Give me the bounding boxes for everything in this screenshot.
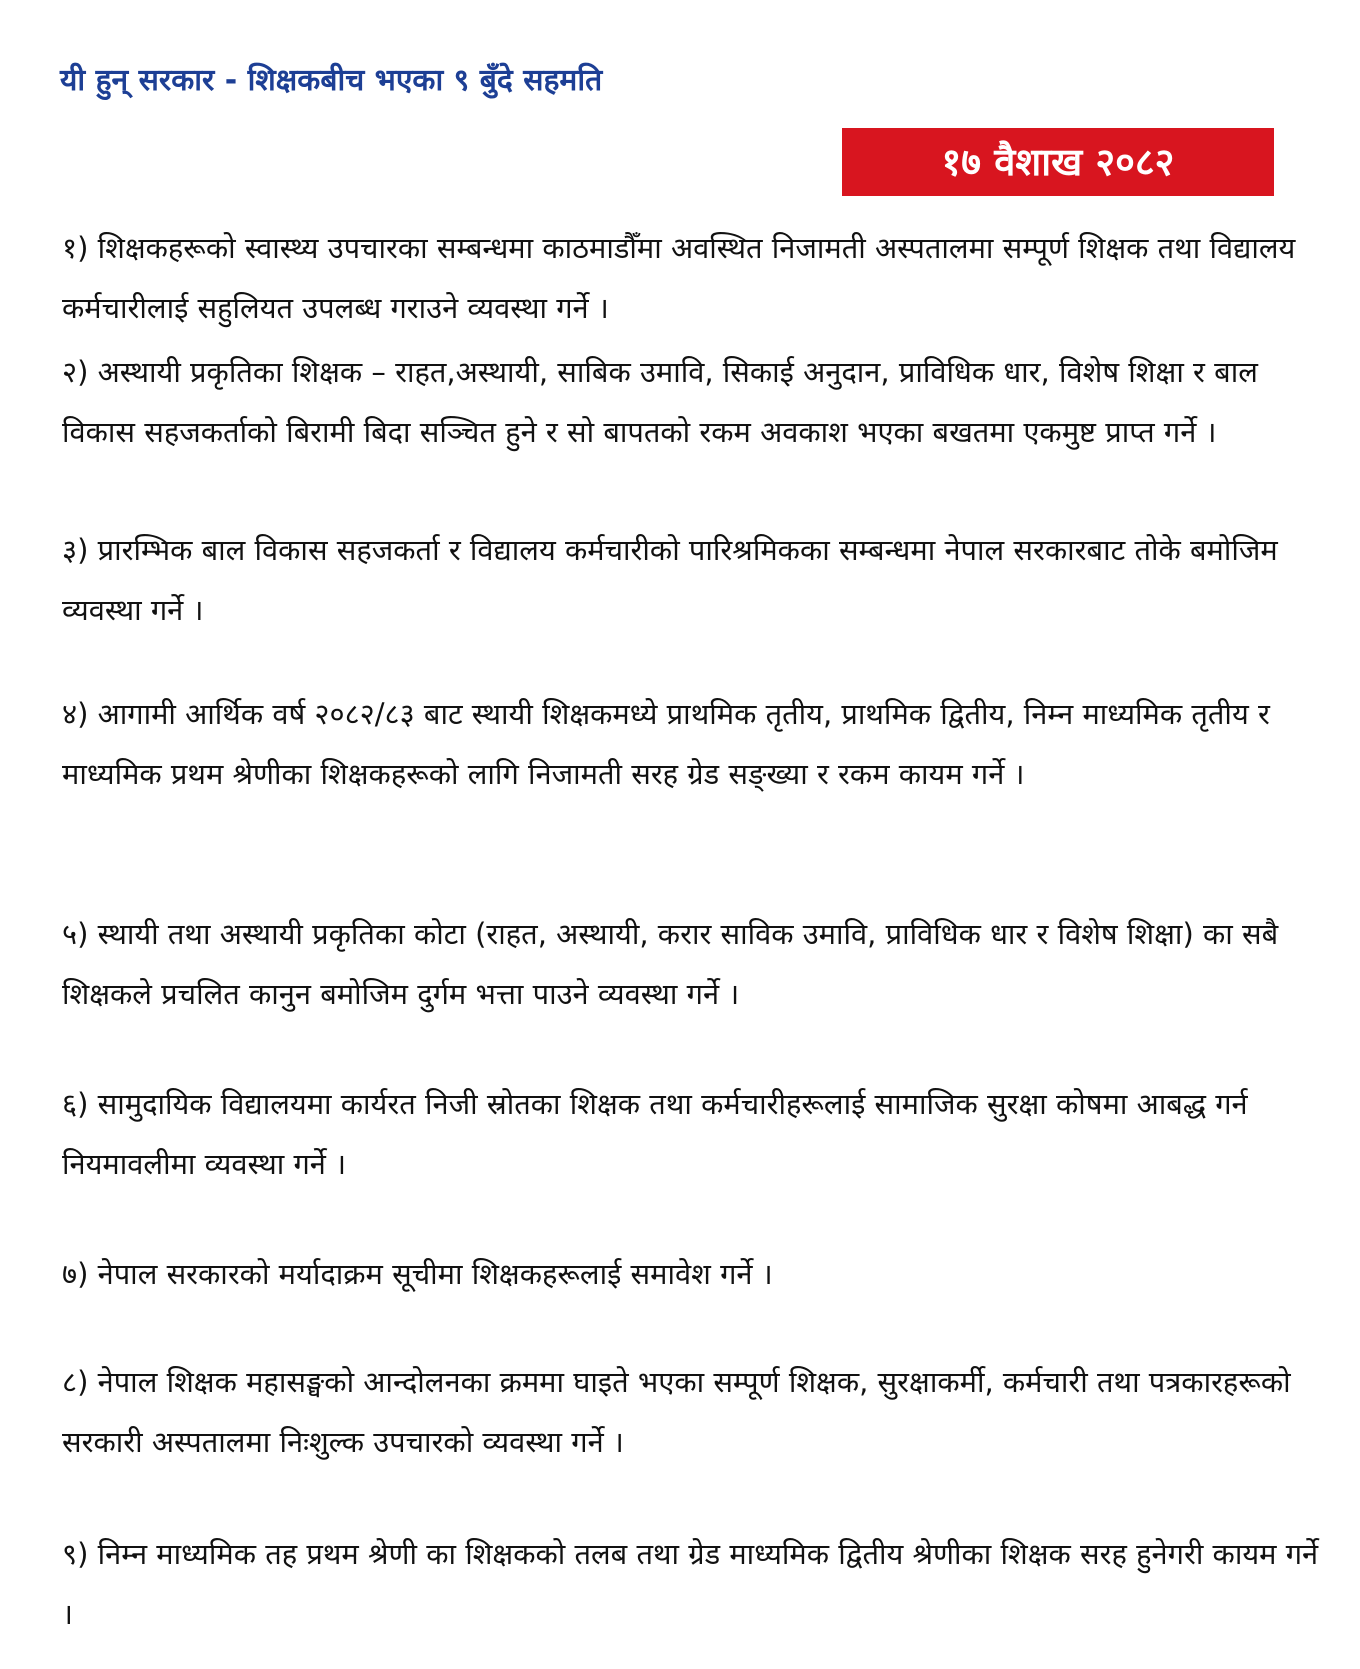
agreement-point-2: २) अस्थायी प्रकृतिका शिक्षक – राहत,अस्थायी, साबिक उमावि, सिकाई अनुदान, प्राविधिक धार, विशेष शिक्षा र बाल विकास सहजकर्ताको बिरामी बिदा सञ्चित हुने र सो बापतको रकम अवकाश भएका बखतमा एकमुष्ट प्राप्त गर्ने । [62, 355, 1258, 449]
page-title: यी हुन् सरकार - शिक्षकबीच भएका ९ बुँदे सहमति [60, 63, 603, 98]
agreement-point-6: ६) सामुदायिक विद्यालयमा कार्यरत निजी स्रोतका शिक्षक तथा कर्मचारीहरूलाई सामाजिक सुरक्षा कोषमा आबद्ध गर्न नियमावलीमा व्यवस्था गर्ने । [62, 1087, 1248, 1181]
agreement-point-1: १) शिक्षकहरूको स्वास्थ्य उपचारका सम्बन्धमा काठमाडौँमा अवस्थित निजामती अस्पतालमा सम्पूर्ण शिक्षक तथा विद्यालय कर्मचारीलाई सहुलियत उपलब्ध गराउने व्यवस्था गर्ने । [62, 231, 1296, 325]
agreement-point-7: ७) नेपाल सरकारको मर्यादाक्रम सूचीमा शिक्षकहरूलाई समावेश गर्ने । [62, 1257, 773, 1291]
agreement-point-9: ९) निम्न माध्यमिक तह प्रथम श्रेणी का शिक्षकको तलब तथा ग्रेड माध्यमिक द्वितीय श्रेणीका शिक्षक सरह हुनेगरी कायम गर्ने । [62, 1537, 1319, 1631]
agreement-point-5: ५) स्थायी तथा अस्थायी प्रकृतिका कोटा (राहत, अस्थायी, करार साविक उमावि, प्राविधिक धार र विशेष शिक्षा) का सबै शिक्षकले प्रचलित कानुन बमोजिम दुर्गम भत्ता पाउने व्यवस्था गर्ने । [62, 917, 1279, 1011]
agreement-point-8: ८) नेपाल शिक्षक महासङ्घको आन्दोलनका क्रममा घाइते भएका सम्पूर्ण शिक्षक, सुरक्षाकर्मी, कर्मचारी तथा पत्रकारहरूको सरकारी अस्पतालमा निःशुल्क उपचारको व्यवस्था गर्ने । [62, 1365, 1291, 1459]
agreement-point-4: ४) आगामी आर्थिक वर्ष २०८२/८३ बाट स्थायी शिक्षकमध्ये प्राथमिक तृतीय, प्राथमिक द्वितीय, निम्न माध्यमिक तृतीय र माध्यमिक प्रथम श्रेणीका शिक्षकहरूको लागि निजामती सरह ग्रेड सङ्ख्या र रकम कायम गर्ने । [62, 697, 1270, 791]
agreement-point-3: ३) प्रारम्भिक बाल विकास सहजकर्ता र विद्यालय कर्मचारीको पारिश्रमिकका सम्बन्धमा नेपाल सरकारबाट तोके बमोजिम व्यवस्था गर्ने । [62, 533, 1278, 627]
date-badge: १७ वैशाख २०८२ [842, 128, 1274, 196]
